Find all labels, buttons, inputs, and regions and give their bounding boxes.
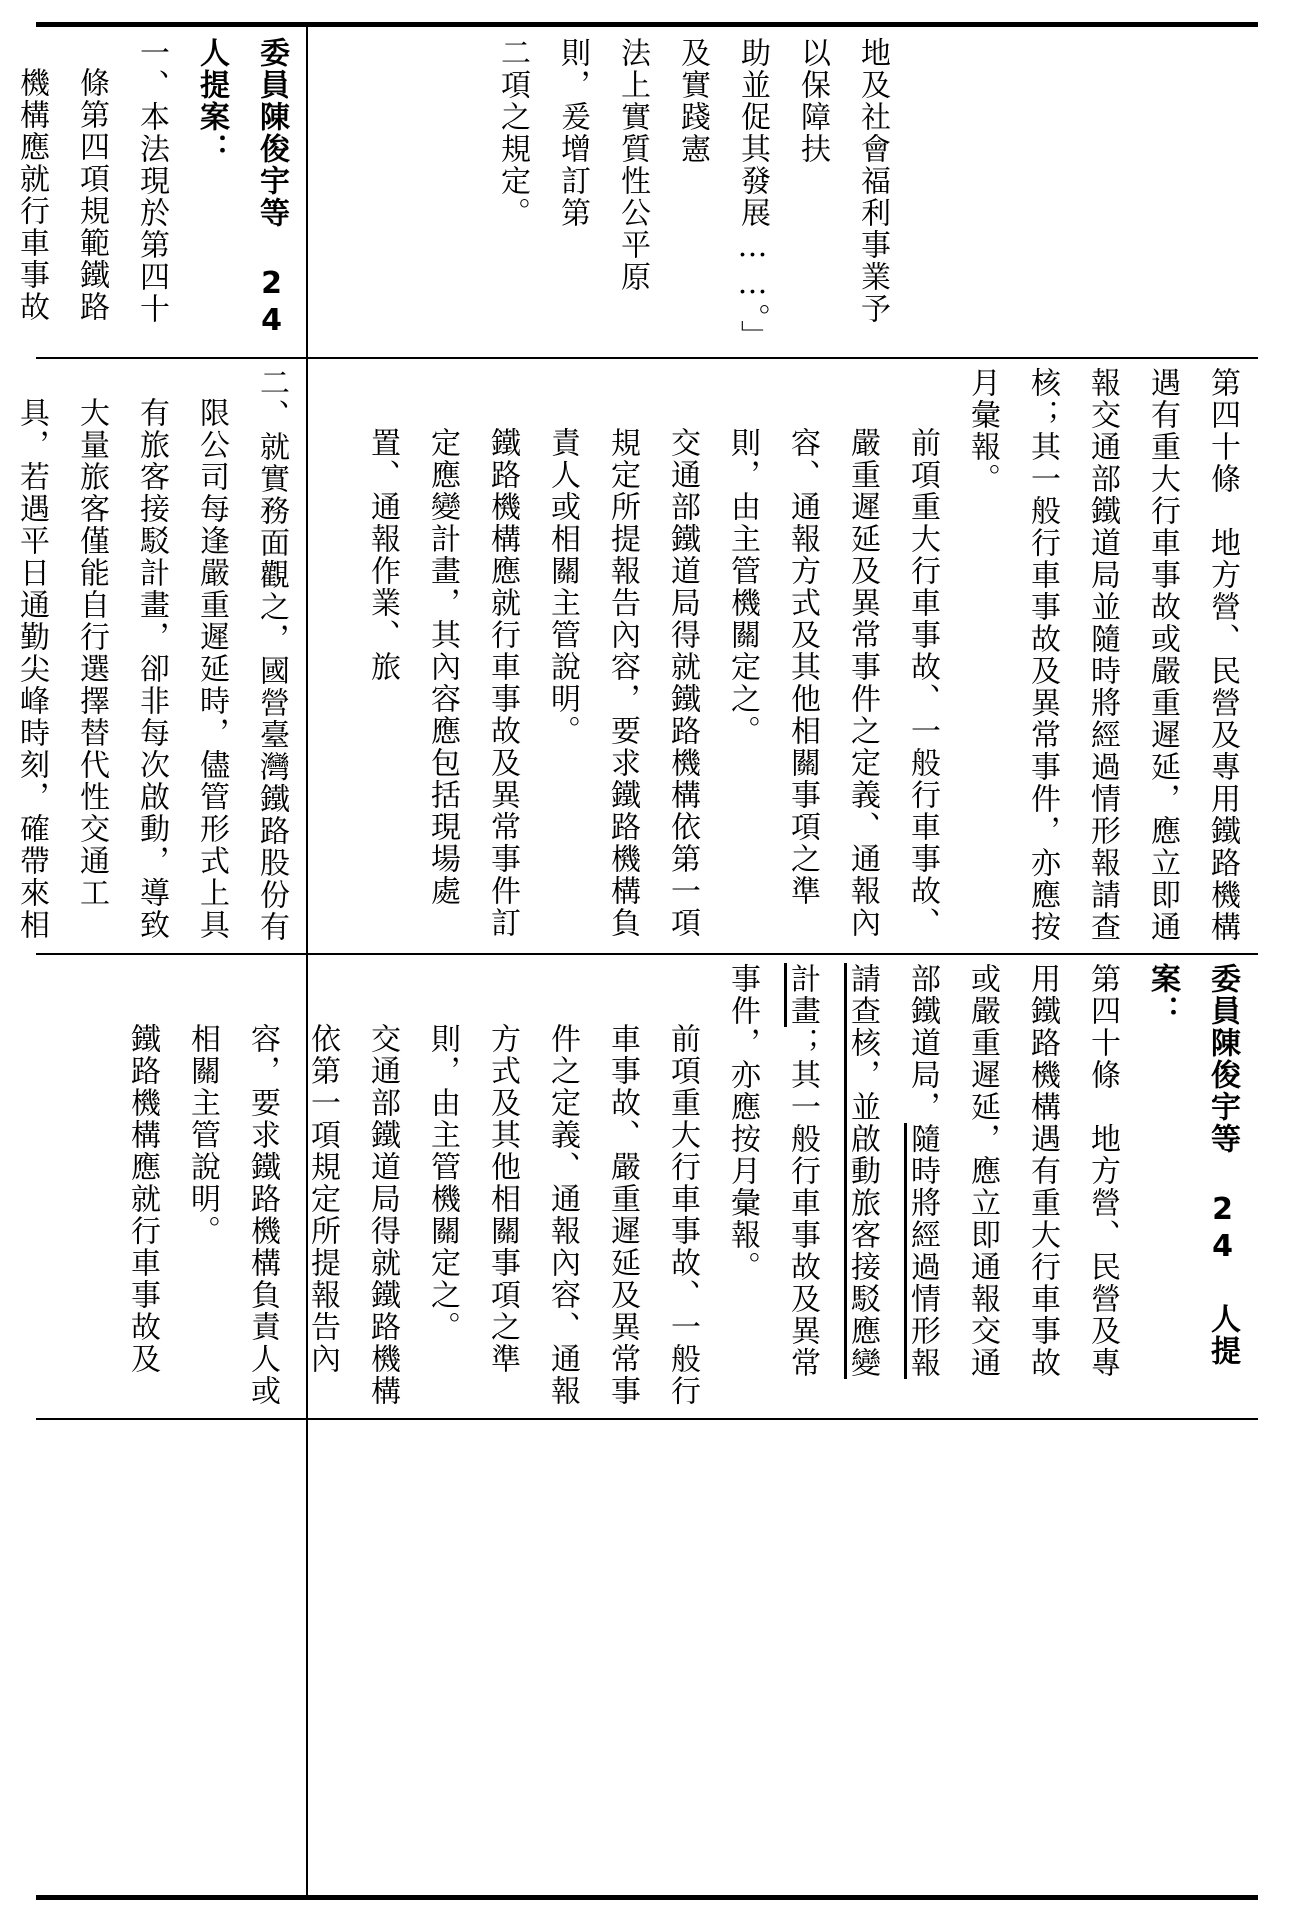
previous-section-line-3: 法上實質性公平原則，爰增訂第: [555, 37, 650, 293]
current-law-text: [312, 367, 1252, 943]
proposal-reasons: [14, 37, 301, 347]
previous-section-line-4: 二項之規定。: [495, 37, 530, 229]
proposal-reason-item-1: 一、本法現於第四十條第四項規範鐵路機構應就行車事故: [14, 37, 169, 325]
comparison-table: [14, 22, 1258, 1900]
proposed-paragraph-1: [712, 963, 1132, 1408]
current-law-paragraph-1: 第四十條 地方營、民營及專用鐵路機構遇有重大行車事故或嚴重遲延，應立即通報交通部鐵道局並隨時將經過情形報請查核；其一般行車事故及異常事件，亦應按月彙報。: [965, 367, 1240, 943]
proposal-reasons-title: 委員陳俊宇等 24 人提案：: [194, 37, 289, 340]
proposed-underlined-amendment-2: 並啟動旅客接駁應變計畫: [785, 963, 880, 1379]
proposed-paragraph-2: 前項重大行車事故、一般行車事故、嚴重遲延及異常事件之定義、通報內容、通報方式及其他相關事項之準則，由主管機關定之。: [425, 1023, 700, 1407]
proposed-underlined-amendment-1: 隨時將經過情形報請查核，: [845, 963, 940, 1379]
previous-section-line-2: 助並促其發展……。」及實踐憲: [675, 37, 770, 337]
column-divider: [306, 27, 308, 1895]
current-law-paragraph-2: 前項重大行車事故、一般行車事故、嚴重遲延及異常事件之定義、通報內容、通報方式及其他相關事項之準則，由主管機關定之。: [725, 427, 940, 939]
row-divider-1: [36, 357, 1258, 359]
previous-section-line-1: 地及社會福利事業予以保障扶: [795, 37, 890, 325]
current-law-paragraph-3: 交通部鐵道局得就鐵路機構依第一項規定所提報告內容，要求鐵路機構負責人或相關主管說明。: [545, 427, 700, 939]
proposed-text-title: 委員陳俊宇等 24 人提案：: [1145, 963, 1240, 1367]
proposed-text: [125, 963, 1252, 1408]
row-divider-2: [36, 953, 1258, 955]
current-law-paragraph-4: 鐵路機構應就行車事故及異常事件訂定應變計畫，其內容應包括現場處置、通報作業、旅: [365, 427, 520, 939]
proposed-paragraph-1-end: ；其一般行車事故及異常事件，亦應按月彙報。: [725, 963, 820, 1379]
row-divider-3: [36, 1418, 1258, 1420]
proposed-paragraph-1-start: 第四十條 地方營、民營及專用鐵路機構遇有重大行車事故或嚴重遲延，應立即通報交通部鐵道局，: [905, 963, 1120, 1379]
proposed-paragraph-3: 交通部鐵道局得就鐵路機構依第一項規定所提報告內容，要求鐵路機構負責人或相關主管說明。: [185, 1023, 400, 1407]
previous-section-text: [312, 37, 902, 347]
proposed-paragraph-4: 鐵路機構應就行車事故及: [125, 1023, 160, 1375]
proposal-reasons-continued: [14, 367, 301, 943]
empty-column: [312, 1428, 1252, 1893]
proposal-reason-item-2: 二、就實務面觀之，國營臺灣鐵路股份有限公司每逢嚴重遲延時，儘管形式上具有旅客接駁計畫，卻非每次啟動，導致大量旅客僅能自行選擇替代性交通工具，若遇平日通勤尖峰時刻，確帶來相: [14, 367, 289, 943]
